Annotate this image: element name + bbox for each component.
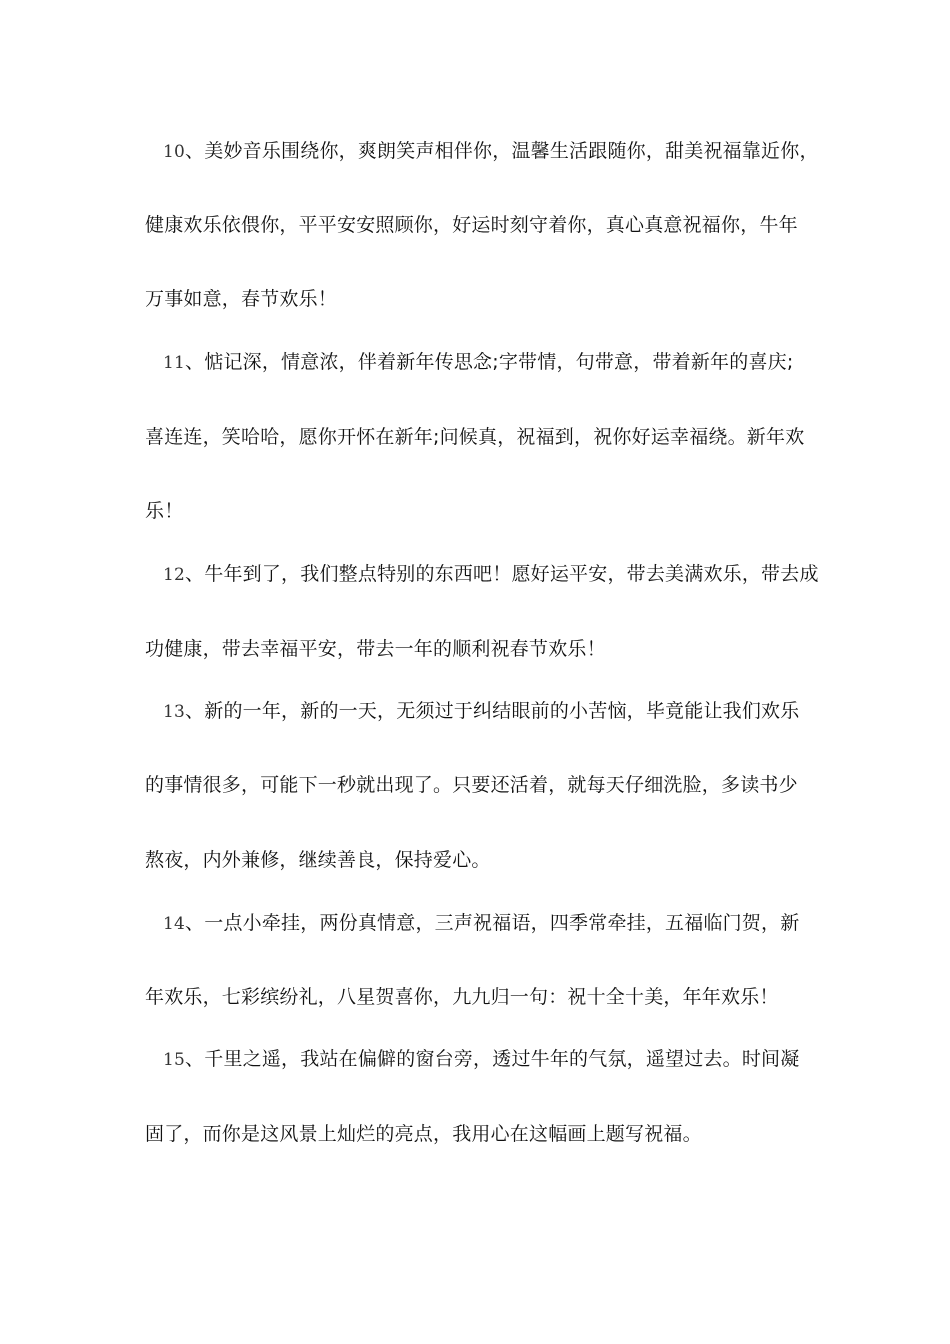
paragraph-10-line-2: 健康欢乐依偎你，平平安安照顾你，好运时刻守着你，真心真意祝福你，牛年 [145,214,798,236]
paragraph-text: 、牛年到了，我们整点特别的东西吧！愿好运平安，带去美满欢乐，带去成 [185,563,819,585]
paragraph-text: 、新的一年，新的一天，无须过于纠结眼前的小苦恼，毕竟能让我们欢乐 [185,700,800,722]
paragraph-number: 12 [163,565,186,585]
paragraph-text: 、美妙音乐围绕你，爽朗笑声相伴你，温馨生活跟随你，甜美祝福靠近你， [185,140,819,162]
paragraph-13-line-1 [163,699,828,724]
paragraph-number: 15 [163,1050,186,1070]
paragraph-14-line-2: 年欢乐，七彩缤纷礼，八星贺喜你，九九归一句：祝十全十美，年年欢乐！ [145,986,779,1008]
paragraph-number: 11 [163,353,186,373]
paragraph-number: 13 [163,702,186,722]
paragraph-10-line-1 [163,139,828,164]
paragraph-11-line-2: 喜连连，笑哈哈，愿你开怀在新年;问候真，祝福到，祝你好运幸福绕。新年欢 [145,426,805,448]
paragraph-number: 10 [163,142,186,162]
paragraph-12-line-2: 功健康，带去幸福平安，带去一年的顺利祝春节欢乐！ [145,638,606,660]
paragraph-15-line-2: 固了，而你是这风景上灿烂的亮点，我用心在这幅画上题写祝福。 [145,1123,702,1145]
paragraph-text: 、一点小牵挂，两份真情意，三声祝福语，四季常牵挂，五福临门贺，新 [185,912,800,934]
paragraph-15-line-1 [163,1047,828,1072]
paragraph-12-line-1 [163,562,828,587]
paragraph-11-line-1 [163,350,828,375]
paragraph-text: 、惦记深，情意浓，伴着新年传思念;字带情，句带意，带着新年的喜庆; [185,351,794,373]
paragraph-10-line-3: 万事如意，春节欢乐！ [145,288,338,310]
paragraph-13-line-3: 熬夜，内外兼修，继续善良，保持爱心。 [145,849,491,871]
paragraph-13-line-2: 的事情很多，可能下一秒就出现了。只要还活着，就每天仔细洗脸，多读书少 [145,774,798,796]
paragraph-11-line-3: 乐！ [145,500,184,522]
paragraph-text: 、千里之遥，我站在偏僻的窗台旁，透过牛年的气氛，遥望过去。时间凝 [185,1048,800,1070]
paragraph-14-line-1 [163,911,828,936]
paragraph-number: 14 [163,914,186,934]
